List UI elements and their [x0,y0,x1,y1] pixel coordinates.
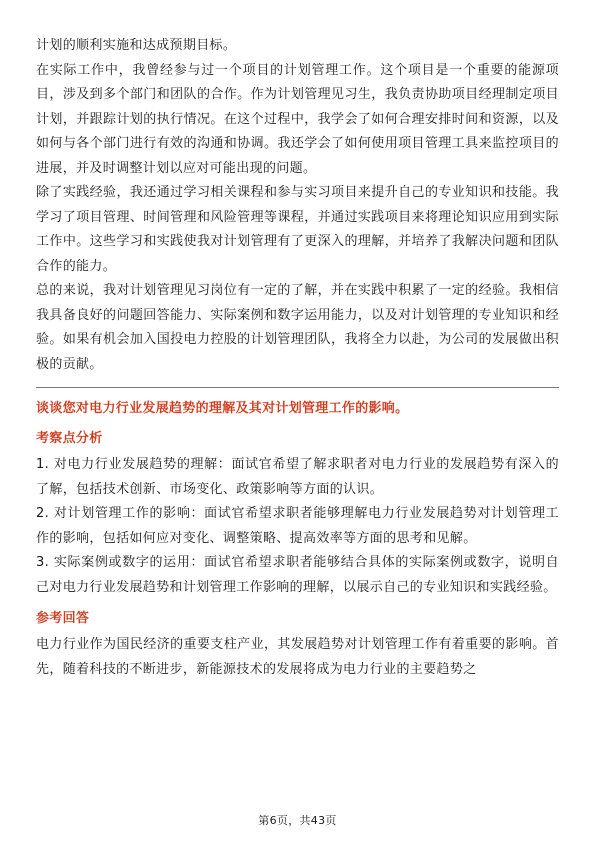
page-number-footer: 第6页，共43页 [258,814,337,827]
analysis-heading: 考察点分析 [36,431,103,446]
intro-paragraph-3: 除了实践经验，我还通过学习相关课程和参与实习项目来提升自己的专业知识和技能。我学习了项目管理、时间管理和风险管理等课程，并通过实践项目来将理论知识应用到实际工作中。这些学习和实践使我对计划管理有了更深入的理解，并培养了我解决问题和团队合作的能力。 [36,185,559,274]
analysis-item-1: 1. 对电力行业发展趋势的理解：面试官希望了解求职者对电力行业的发展趋势有深入的了解，包括技术创新、市场变化、政策影响等方面的认识。 [36,457,559,497]
intro-paragraph-1: 计划的顺利实施和达成预期目标。 [36,38,237,53]
section-divider [36,387,559,388]
analysis-item-2: 2. 对计划管理工作的影响：面试官希望求职者能够理解电力行业发展趋势对计划管理工作的影响，包括如何应对变化、调整策略、提高效率等方面的思考和见解。 [36,506,559,546]
answer-paragraph-1: 电力行业作为国民经济的重要支柱产业，其发展趋势对计划管理工作有着重要的影响。首先，随着科技的不断进步，新能源技术的发展将成为电力行业的主要趋势之 [36,637,559,677]
document-page [36,34,559,682]
intro-paragraph-2: 在实际工作中，我曾经参与过一个项目的计划管理工作。这个项目是一个重要的能源项目，涉及到多个部门和团队的合作。作为计划管理见习生，我负责协助项目经理制定项目计划，并跟踪计划的执行情况。在这个过程中，我学会了如何合理安排时间和资源，以及如何与各个部门进行有效的沟通和协调。我还学会了如何使用项目管理工具来监控项目的进展，并及时调整计划以应对可能出现的问题。 [36,62,559,176]
intro-paragraph-4: 总的来说，我对计划管理见习岗位有一定的了解，并在实践中积累了一定的经验。我相信我具备良好的问题回答能力、实际案例和数字运用能力，以及对计划管理的专业知识和经验。如果有机会加入国投电力控股的计划管理团队，我将全力以赴，为公司的发展做出积极的贡献。 [36,283,559,372]
interview-question: 谈谈您对电力行业发展趋势的理解及其对计划管理工作的影响。 [36,401,409,416]
analysis-item-3: 3. 实际案例或数字的运用：面试官希望求职者能够结合具体的实际案例或数字，说明自己对电力行业发展趋势和计划管理工作影响的理解，以展示自己的专业知识和实践经验。 [36,555,559,595]
answer-heading: 参考回答 [36,611,90,626]
